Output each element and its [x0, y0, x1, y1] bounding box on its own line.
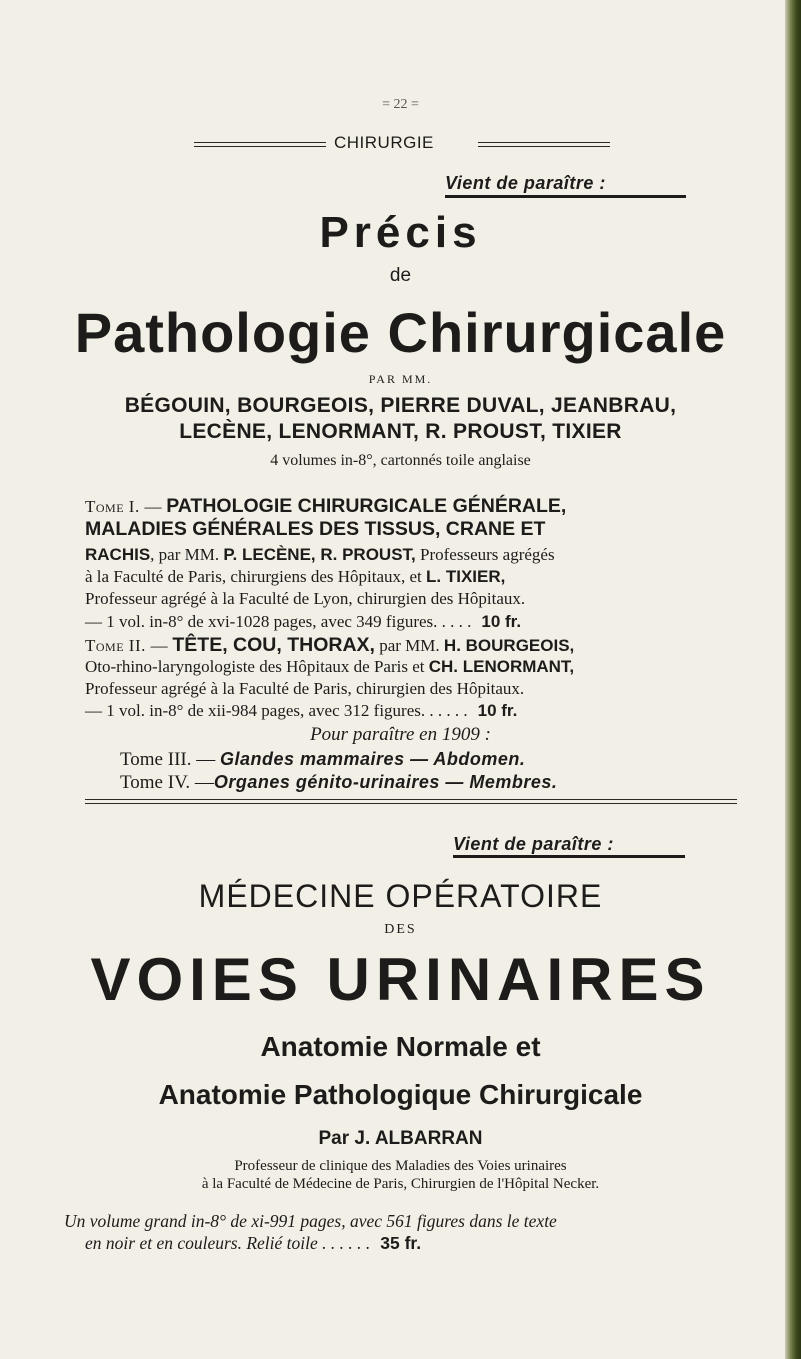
volume-binding: en noir et en couleurs. Relié toile . . . . . . — [85, 1233, 371, 1253]
anatomie-pathologique: Anatomie Pathologique Chirurgicale — [158, 1079, 643, 1110]
book-title-de: de — [389, 265, 412, 286]
book-title-pathologie: Pathologie Chirurgicale — [74, 301, 727, 364]
tome2-bourgeois: H. BOURGEOIS, — [443, 636, 575, 655]
tome1-authors: P. LECÈNE, R. PROUST, — [223, 545, 416, 564]
tome1-line-6 — [85, 612, 521, 632]
book-title-medecine: MÉDECINE OPÉRATOIRE — [198, 878, 603, 914]
header-rule-right — [478, 142, 610, 143]
tome1-caps-2: MALADIES GÉNÉRALES DES TISSUS, CRANE ET — [85, 518, 546, 540]
tome1-line-3 — [85, 545, 555, 565]
authors-line-1: BÉGOUIN, BOURGEOIS, PIERRE DUVAL, JEANBRAU, — [124, 394, 677, 417]
vient-underline-2 — [453, 855, 685, 858]
header-rule-left-2 — [194, 146, 326, 147]
tome2-line-4 — [85, 701, 517, 721]
vient-de-paraitre-2: Vient de paraître : — [453, 834, 614, 854]
albarran-price: 35 fr. — [380, 1233, 422, 1253]
tome2-line-2 — [85, 657, 574, 677]
tome1-caps-1: PATHOLOGIE CHIRURGICALE GÉNÉRALE, — [166, 495, 567, 517]
anatomie-normale: Anatomie Normale et — [260, 1031, 541, 1062]
divider-2 — [85, 803, 737, 804]
tome1-label: Tome I. — — [85, 497, 162, 516]
tome1-line-1 — [85, 495, 566, 518]
par-mm: PAR MM. — [368, 372, 433, 386]
tome1-line-4 — [85, 567, 505, 587]
header-rule-left — [194, 142, 326, 143]
tome1-line-2 — [85, 518, 545, 541]
authors-line-2: LECÈNE, LENORMANT, R. PROUST, TIXIER — [179, 420, 622, 443]
tome2-oto: Oto-rhino-laryngologiste des Hôpitaux de Paris et — [85, 657, 429, 676]
tome1-profs: Professeurs agrégés — [415, 545, 555, 564]
tome2-line-1 — [85, 634, 574, 657]
author-albarran: Par J. ALBARRAN — [318, 1128, 483, 1149]
tome3-text: Glandes mammaires — Abdomen. — [219, 749, 526, 769]
volume-description-2 — [85, 1233, 421, 1254]
albarran-title-2: à la Faculté de Médecine de Paris, Chirurgien de l'Hôpital Necker. — [201, 1176, 600, 1192]
page-edge — [785, 0, 801, 1359]
tome4-text: Organes génito-urinaires — Membres. — [213, 772, 558, 792]
vient-underline-1 — [445, 195, 686, 198]
albarran-title-1: Professeur de clinique des Maladies des Voies urinaires — [234, 1158, 567, 1174]
page-number: = 22 = — [382, 97, 419, 112]
tome2-label: Tome II. — — [85, 636, 169, 655]
tome1-faculte: à la Faculté de Paris, chirurgiens des Hôpitaux, et — [85, 567, 427, 586]
book-title-voies: VOIES URINAIRES — [90, 946, 711, 1013]
tome1-par-mm: , par MM. — [150, 545, 224, 564]
divider-1 — [85, 799, 737, 800]
pour-paraitre: Pour paraître en 1909 : — [310, 724, 491, 745]
header-rule-right-2 — [478, 146, 610, 147]
tome3-label: Tome III. — — [120, 749, 220, 770]
section-title: CHIRURGIE — [334, 133, 434, 152]
tome1-volume-info: — 1 vol. in-8° de xvi-1028 pages, avec 349 figures. . . . . — [85, 612, 472, 631]
tome1-tixier: L. TIXIER, — [426, 567, 506, 586]
tome4-line — [120, 772, 557, 794]
tome2-volume-info: — 1 vol. in-8° de xii-984 pages, avec 312 figures. . . . . . — [85, 701, 468, 720]
book-title-des: DES — [384, 922, 417, 937]
tome2-caps: TÊTE, COU, THORAX, — [172, 634, 375, 656]
tome2-line-3: Professeur agrégé à la Faculté de Paris, chirurgien des Hôpitaux. — [85, 679, 525, 698]
tome3-line — [120, 749, 525, 771]
book-title-precis: Précis — [319, 208, 482, 257]
tome2-price: 10 fr. — [477, 701, 518, 720]
volumes-info: 4 volumes in-8°, cartonnés toile anglaise — [270, 452, 531, 469]
tome1-line-5: Professeur agrégé à la Faculté de Lyon, chirurgien des Hôpitaux. — [85, 589, 526, 608]
tome4-label: Tome IV. — — [120, 772, 214, 793]
tome1-rachis: RACHIS — [85, 545, 151, 564]
tome2-par-mm: par MM. — [374, 636, 444, 655]
vient-de-paraitre-1: Vient de paraître : — [445, 173, 606, 193]
tome1-price: 10 fr. — [481, 612, 522, 631]
tome2-lenormant: CH. LENORMANT, — [428, 657, 575, 676]
volume-description-1: Un volume grand in-8° de xi-991 pages, avec 561 figures dans le texte — [64, 1211, 557, 1231]
